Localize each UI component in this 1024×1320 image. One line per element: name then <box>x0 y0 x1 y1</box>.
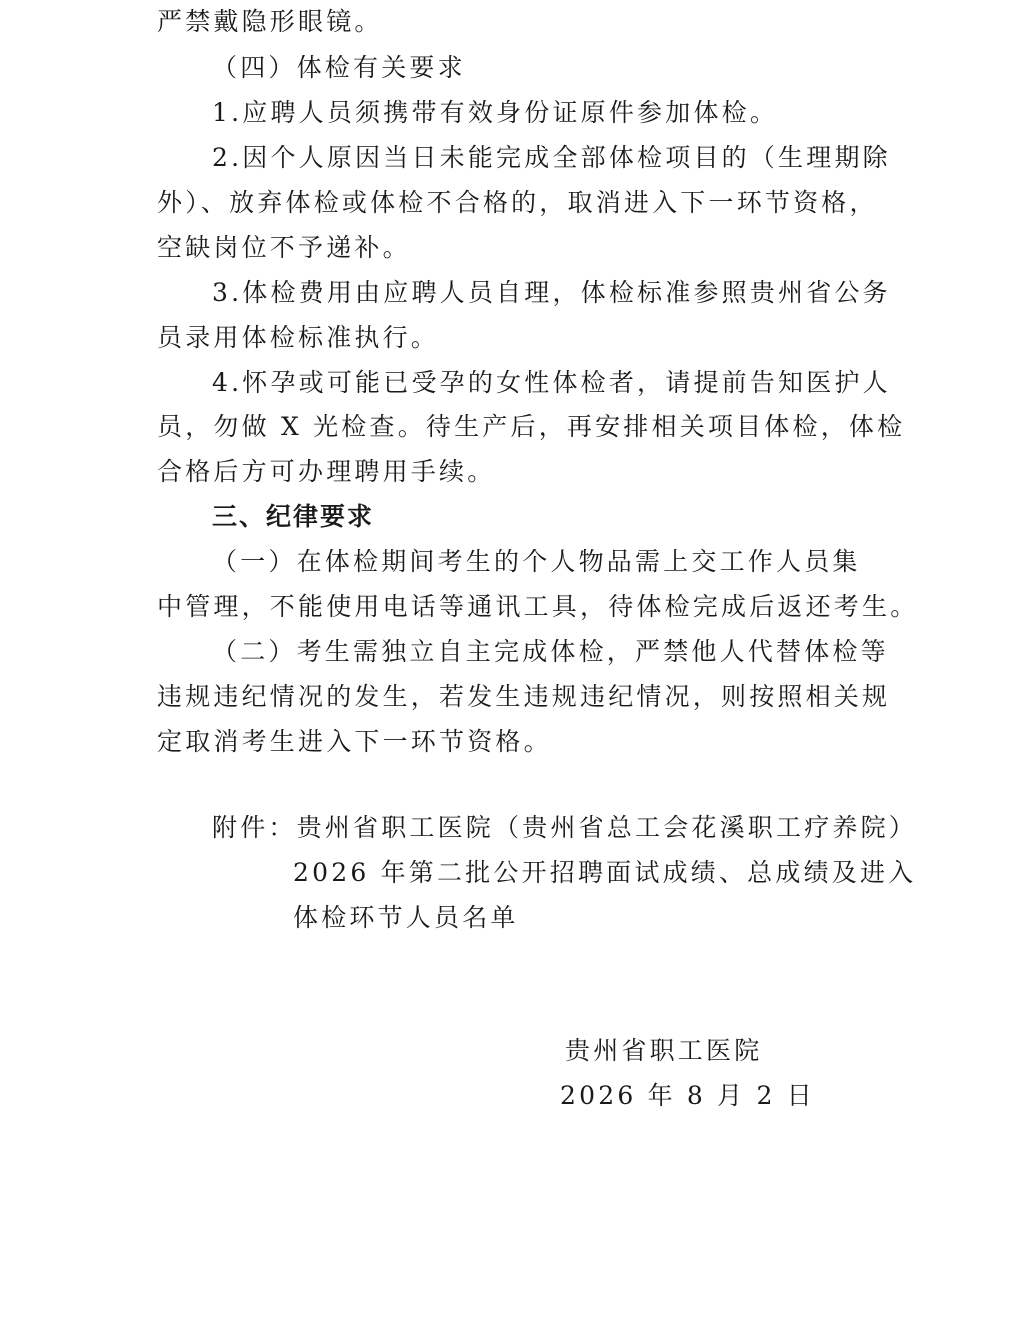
section-subheading: （四）体检有关要求 <box>212 53 466 82</box>
attachment-title: 附件：贵州省职工医院（贵州省总工会花溪职工疗养院） <box>212 813 918 842</box>
paragraph-line: 2.因个人原因当日未能完成全部体检项目的（生理期除 <box>212 143 891 172</box>
paragraph-line: （一）在体检期间考生的个人物品需上交工作人员集 <box>212 547 861 576</box>
paragraph-line: 空缺岗位不予递补。 <box>157 233 411 262</box>
paragraph-line: 严禁戴隐形眼镜。 <box>157 7 383 36</box>
paragraph-line: 员录用体检标准执行。 <box>157 323 440 352</box>
paragraph-line: 员，勿做 X 光检查。待生产后，再安排相关项目体检，体检 <box>157 412 906 441</box>
paragraph-line: 1.应聘人员须携带有效身份证原件参加体检。 <box>212 98 779 127</box>
paragraph-line: 违规违纪情况的发生，若发生违规违纪情况，则按照相关规 <box>157 682 891 711</box>
paragraph-line: 4.怀孕或可能已受孕的女性体检者，请提前告知医护人 <box>212 368 891 397</box>
section-heading: 三、纪律要求 <box>212 502 375 531</box>
paragraph-line: （二）考生需独立自主完成体检，严禁他人代替体检等 <box>212 637 889 666</box>
attachment-line: 2026 年第二批公开招聘面试成绩、总成绩及进入 <box>293 858 917 887</box>
attachment-line: 体检环节人员名单 <box>293 903 519 932</box>
paragraph-line: 定取消考生进入下一环节资格。 <box>157 727 552 756</box>
signature-organization: 贵州省职工医院 <box>565 1036 763 1065</box>
signature-date: 2026 年 8 月 2 日 <box>560 1081 815 1110</box>
paragraph-line: 外）、放弃体检或体检不合格的，取消进入下一环节资格， <box>157 188 878 217</box>
paragraph-line: 中管理，不能使用电话等通讯工具，待体检完成后返还考生。 <box>157 592 919 621</box>
paragraph-line: 合格后方可办理聘用手续。 <box>157 457 496 486</box>
paragraph-line: 3.体检费用由应聘人员自理，体检标准参照贵州省公务 <box>212 278 891 307</box>
